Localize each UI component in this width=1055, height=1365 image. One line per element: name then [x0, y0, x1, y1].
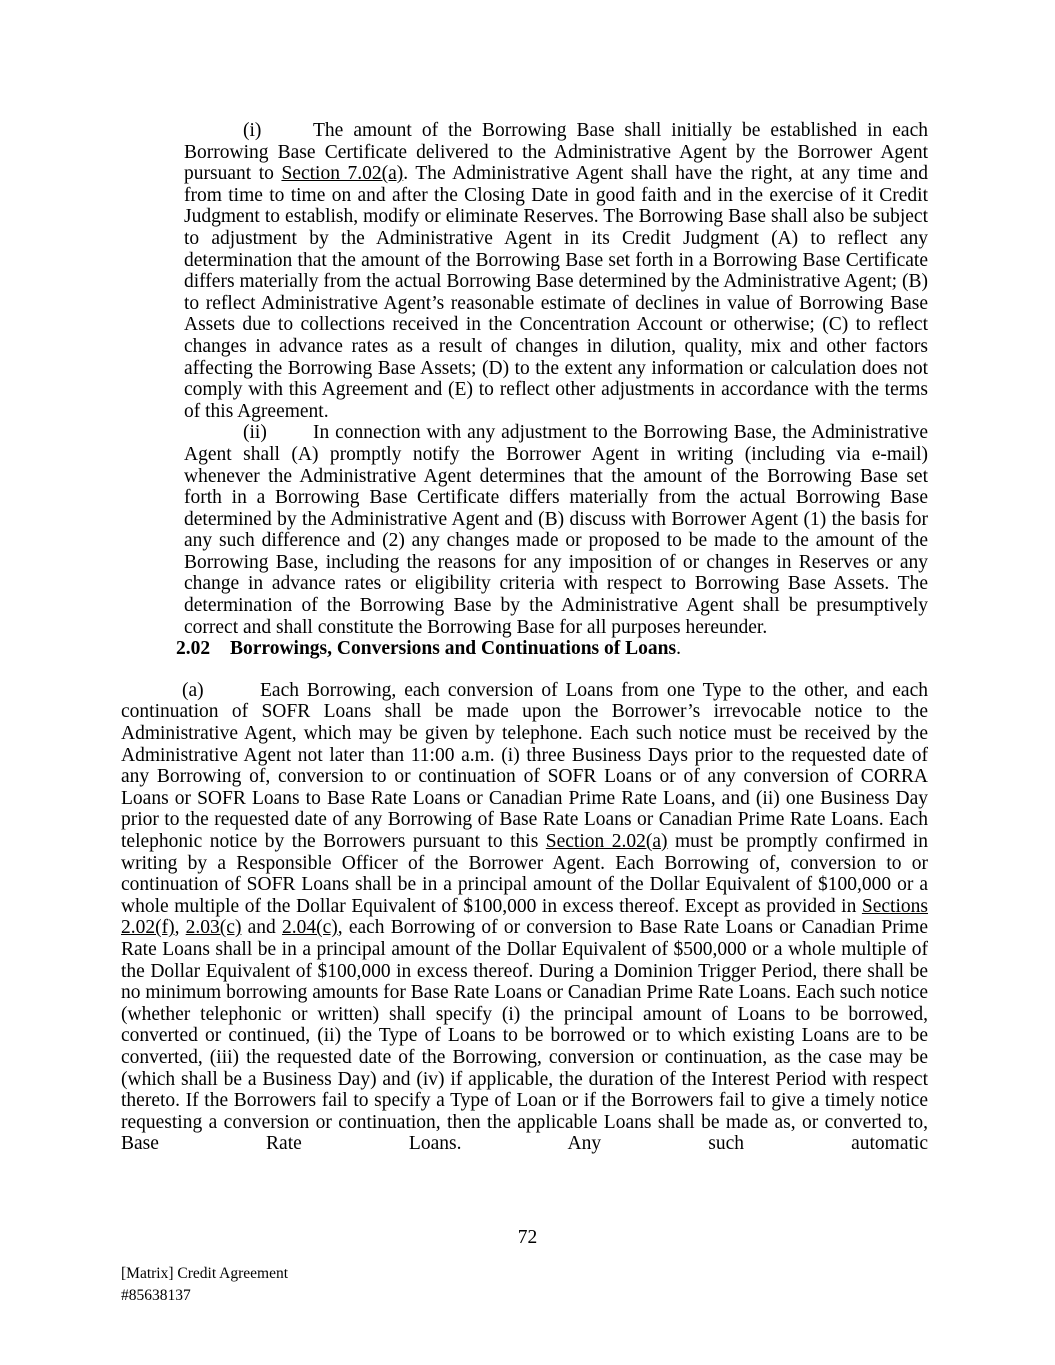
- paragraph-a-text: and: [241, 917, 282, 939]
- section-heading-2-02: [176, 638, 928, 660]
- paragraph-i-text: . The Administrative Agent shall have the right, at any time and from time to time on and after the Closing Date in good faith and in the exercise of it Credit Judgment to establish, modify or eliminate Reserves. The Borrowing Base shall also be subject to adjustment by the Administrative Agent in its Credit Judgment (A) to reflect any determination that the amount of the Borrowing Base set forth in a Borrowing Base Certificate differs materially from the actual Borrowing Base determined by the Administrative Agent; (B) to reflect Administrative Agent’s reasonable estimate of declines in value of Borrowing Base Assets due to collections received in the Concentration Account or otherwise; (C) to reflect changes in advance rates as a result of changes in dilution, quality, mix and other factors affecting the Borrowing Base Assets; (D) to the extent any information or calculation does not comply with this Agreement and (E) to reflect other adjustments in accordance with the terms of this Agreement.: [184, 163, 928, 422]
- section-ref-2-04-c[interactable]: 2.04(c): [281, 917, 338, 939]
- paragraph-a: [121, 680, 928, 1155]
- paragraph-i-text: The amount of the Borrowing Base shall initially be established in each Borrowing Base Certificate delivered to the Administrative Agent by the Borrower Agent pursuant to: [184, 120, 928, 185]
- section-heading-title: Borrowings, Conversions and Continuations of Loans: [230, 638, 677, 660]
- section-heading-number: 2.02: [176, 638, 211, 660]
- indented-block-i: [184, 120, 928, 638]
- paragraph-a-text: Each Borrowing, each conversion of Loans from one Type to the other, and each continuation of SOFR Loans shall be made upon the Borrower’s irrevocable notice to the Administrative Agent, which may be given by telephone. Each such notice must be received by the Administrative Agent not later than 11:00 a.m. (i) three Business Days prior to the requested date of any Borrowing of, conversion to or continuation of SOFR Loans or of any conversion of CORRA Loans or SOFR Loans to Base Rate Loans or Canadian Prime Rate Loans, and (ii) one Business Day prior to the requested date of any Borrowing of Base Rate Loans or Canadian Prime Rate Loans. Each telephonic notice by the Borrowers pursuant to this: [121, 679, 928, 852]
- paragraph-a-text: ,: [174, 917, 186, 939]
- footer-doc-title: [Matrix] Credit Agreement: [121, 1265, 289, 1282]
- section-ref-2-02-f[interactable]: Sections 2.02(f): [121, 895, 928, 939]
- paragraph-a-text: must be promptly confirmed in writing by a Responsible Officer of the Borrower Agent. Each Borrowing of, conversion to or continuation of SOFR Loans shall be in a principal amount of the Dollar Equivalent of $100,000 or a whole multiple of the Dollar Equivalent of $100,000 in excess thereof. Except as provided in: [121, 831, 928, 917]
- paragraph-ii: [184, 422, 928, 638]
- paragraph-a-label: (a): [182, 679, 204, 701]
- footer-doc-id: #85638137: [121, 1287, 191, 1304]
- paragraph-i: [184, 120, 928, 422]
- footer: [121, 1263, 288, 1307]
- section-ref-2-03-c[interactable]: 2.03(c): [185, 917, 242, 939]
- section-heading-period: .: [676, 638, 681, 660]
- paragraph-a-text: , each Borrowing of or conversion to Base Rate Loans or Canadian Prime Rate Loans shall be in a principal amount of the Dollar Equivalent of $500,000 or a whole multiple of the Dollar Equivalent of $100,000 in excess thereof. During a Dominion Trigger Period, there shall be no minimum borrowing amounts for Base Rate Loans or Canadian Prime Rate Loans. Each such notice (whether telephonic or written) shall specify (i) the principal amount of Loans to be borrowed, converted or continued, (ii) the Type of Loans to be borrowed or to which existing Loans are to be converted, (iii) the requested date of the Borrowing, conversion or continuation, as the case may be (which shall be a Business Day) and (iv) if applicable, the duration of the Interest Period with respect thereto. If the Borrowers fail to specify a Type of Loan or if the Borrowers fail to give a timely notice requesting a conversion or continuation, then the applicable Loans shall be made as, or converted to, Base Rate Loans. Any such automatic: [121, 917, 929, 1155]
- section-ref-2-02-a[interactable]: Section 2.02(a): [545, 831, 668, 852]
- paragraph-ii-text: In connection with any adjustment to the Borrowing Base, the Administrative Agent shall (A) promptly notify the Borrower Agent in writing (including via e-mail) whenever the Administrative Agent determines that the amount of the Borrowing Base set forth in a Borrowing Base Certificate differs materially from the actual Borrowing Base determined by the Administrative Agent and (B) discuss with Borrower Agent (1) the basis for any such difference and (2) any changes made or proposed to be made to the amount of the Borrowing Base, including the reasons for any imposition of or changes in Reserves or any change in advance rates or eligibility criteria with respect to Borrowing Base Assets. The determination of the Borrowing Base by the Administrative Agent shall be presumptively correct and shall constitute the Borrowing Base for all purposes hereunder.: [184, 422, 928, 638]
- page-number: 72: [517, 1227, 538, 1248]
- paragraph-ii-label: (ii): [243, 422, 267, 444]
- paragraph-i-label: (i): [243, 120, 262, 141]
- section-ref-7-02-a[interactable]: Section 7.02(a): [281, 163, 404, 185]
